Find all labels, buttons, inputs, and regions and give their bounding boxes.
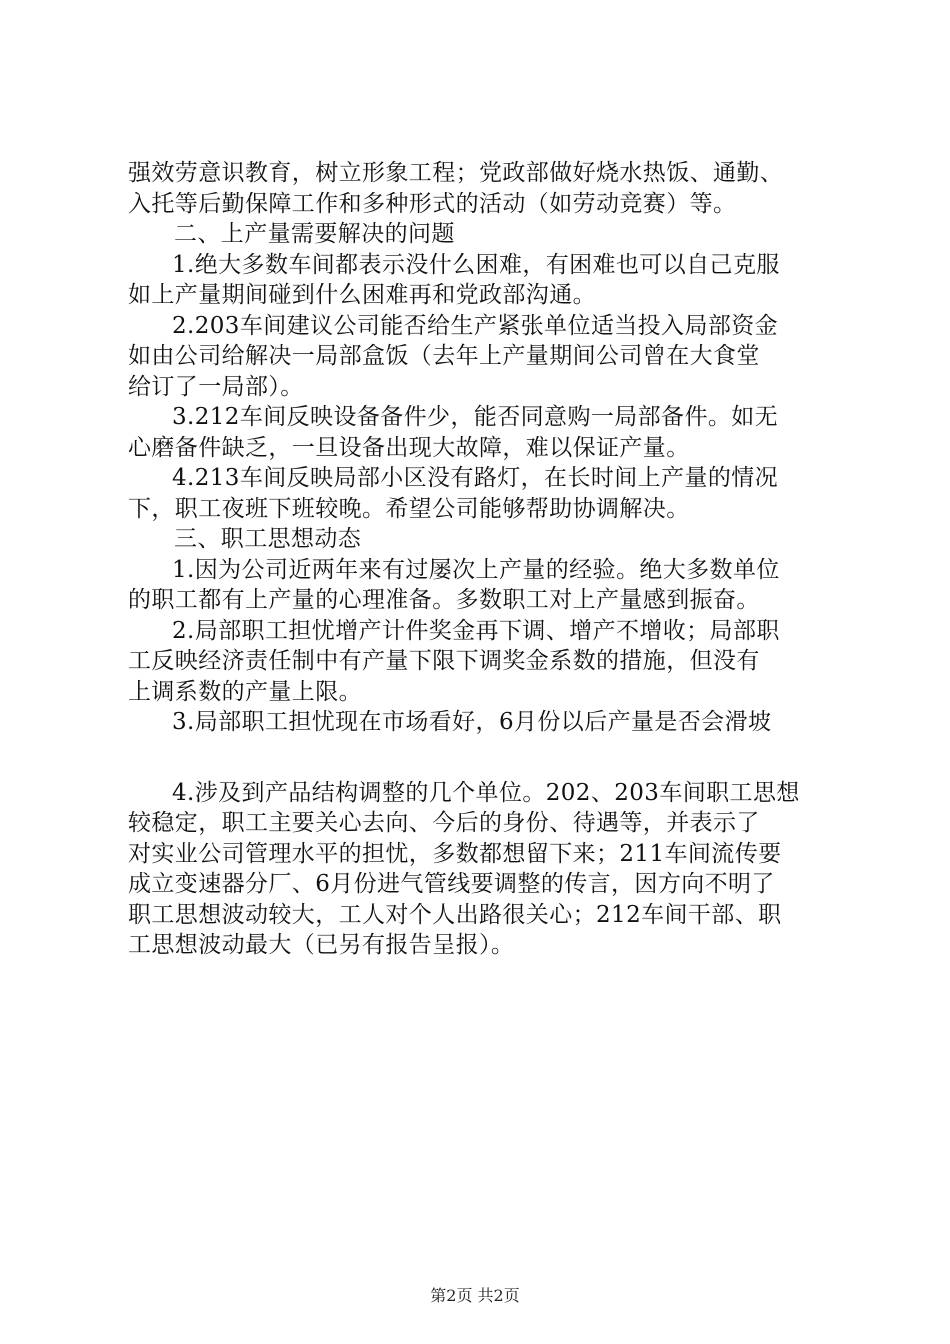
text-line: 三、职工思想动态 bbox=[174, 526, 362, 552]
text-line: 3.局部职工担忧现在市场看好，6月份以后产量是否会滑坡 bbox=[172, 709, 772, 735]
document-body bbox=[128, 158, 828, 961]
text-line: 较稳定，职工主要关心去向、今后的身份、待遇等，并表示了 bbox=[128, 810, 760, 836]
text-line: 如上产量期间碰到什么困难再和党政部沟通。 bbox=[128, 282, 596, 308]
text-line: 强效劳意识教育，树立形象工程；党政部做好烧水热饭、通勤、 bbox=[128, 160, 784, 186]
text-line: 4.213车间反映局部小区没有路灯，在长时间上产量的情况 bbox=[172, 465, 779, 491]
text-line: 工思想波动最大（已另有报告呈报）。 bbox=[128, 932, 515, 958]
page-footer: 第2页 共2页 bbox=[430, 1286, 520, 1305]
text-line: 心磨备件缺乏，一旦设备出现大故障，难以保证产量。 bbox=[128, 434, 690, 461]
paragraph-block-top bbox=[128, 158, 828, 738]
text-line: 职工思想波动较大，工人对个人出路很关心；212车间干部、职 bbox=[128, 901, 782, 928]
text-line: 对实业公司管理水平的担忧，多数都想留下来；211车间流传要 bbox=[128, 840, 782, 867]
text-line: 1.绝大多数车间都表示没什么困难，有困难也可以自己克服 bbox=[172, 251, 780, 278]
text-line: 1.因为公司近两年来有过屡次上产量的经验。绝大多数单位 bbox=[172, 556, 780, 583]
text-line: 4.涉及到产品结构调整的几个单位。202、203车间职工思想 bbox=[172, 779, 800, 806]
text-line: 给订了一局部）。 bbox=[128, 373, 304, 400]
text-line: 2.203车间建议公司能否给生产紧张单位适当投入局部资金 bbox=[172, 312, 779, 339]
text-line: 成立变速器分厂、6月份进气管线要调整的传言，因方向不明了 bbox=[128, 871, 775, 897]
text-line: 如由公司给解决一局部盒饭（去年上产量期间公司曾在大食堂 bbox=[128, 343, 760, 369]
text-line: 上调系数的产量上限。 bbox=[128, 678, 362, 705]
paragraph-block-bottom bbox=[128, 778, 828, 961]
paragraph-gap bbox=[128, 738, 828, 778]
text-line: 3.212车间反映设备备件少，能否同意购一局部备件。如无 bbox=[172, 404, 779, 430]
text-line: 下，职工夜班下班较晚。希望公司能够帮助协调解决。 bbox=[128, 495, 690, 522]
text-line: 二、上产量需要解决的问题 bbox=[174, 221, 455, 247]
text-line: 的职工都有上产量的心理准备。多数职工对上产量感到振奋。 bbox=[128, 587, 760, 613]
text-line: 入托等后勤保障工作和多种形式的活动（如劳动竞赛）等。 bbox=[128, 190, 737, 217]
text-line: 2.局部职工担忧增产计件奖金再下调、增产不增收；局部职 bbox=[172, 617, 780, 644]
text-line: 工反映经济责任制中有产量下限下调奖金系数的措施，但没有 bbox=[128, 648, 760, 674]
